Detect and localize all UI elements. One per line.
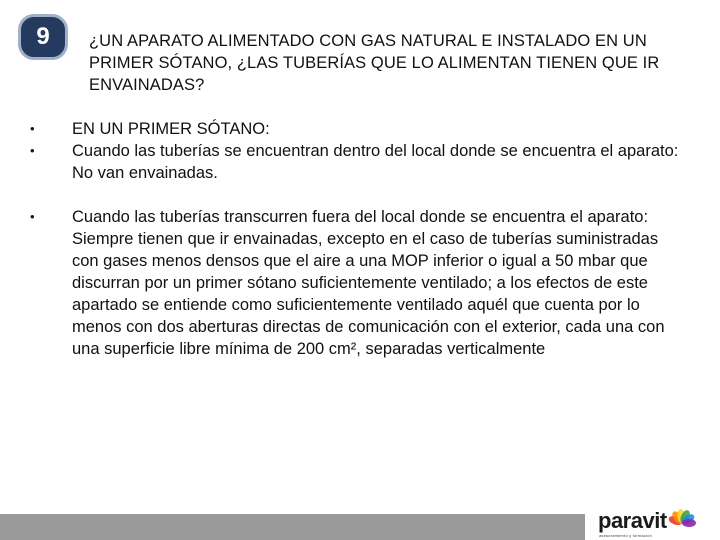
bullet-marker: • (30, 121, 35, 136)
bullet-text: EN UN PRIMER SÓTANO: (72, 120, 270, 138)
bullet-list (24, 118, 684, 360)
bullet-item-inside-room (24, 140, 684, 184)
bullet-marker: • (30, 143, 35, 158)
slide-title: ¿UN APARATO ALIMENTADO CON GAS NATURAL E INSTALADO EN UN PRIMER SÓTANO, ¿LAS TUBERÍAS QUE LO ALIMENTAN TIENEN QUE IR ENVAINADAS? (89, 32, 660, 94)
bullet-text: Cuando las tuberías se encuentran dentro del local donde se encuentra el aparato: No van envainadas. (72, 142, 679, 182)
logo-petal (682, 519, 696, 527)
logo-petals-icon (668, 508, 698, 538)
bullet-text: Cuando las tuberías transcurren fuera del local donde se encuentra el aparato: Siempre tienen que ir envainadas, excepto en el caso de tuberías suministradas con gases menos densos que el aire a una MOP inferior o igual a 50 mbar que discurran por un primer sótano suficientemente ventilado; a los efectos de este apartado se entiende como suficientemente ventilado aquél que cuenta por lo menos con dos aberturas directas de comunicación con el exterior, cada una con una superficie libre mínima de 200 cm², separadas verticalmente (72, 208, 665, 358)
bullet-item-heading (24, 118, 684, 140)
footer-bar (0, 514, 585, 540)
logo-text: paravit (598, 508, 667, 533)
slide-number-badge (18, 14, 68, 60)
logo-tagline: asesoramiento y formación (599, 533, 653, 538)
slide-number: 9 (36, 23, 50, 50)
bullet-item-outside-room (24, 206, 684, 360)
bullet-marker: • (30, 209, 35, 224)
